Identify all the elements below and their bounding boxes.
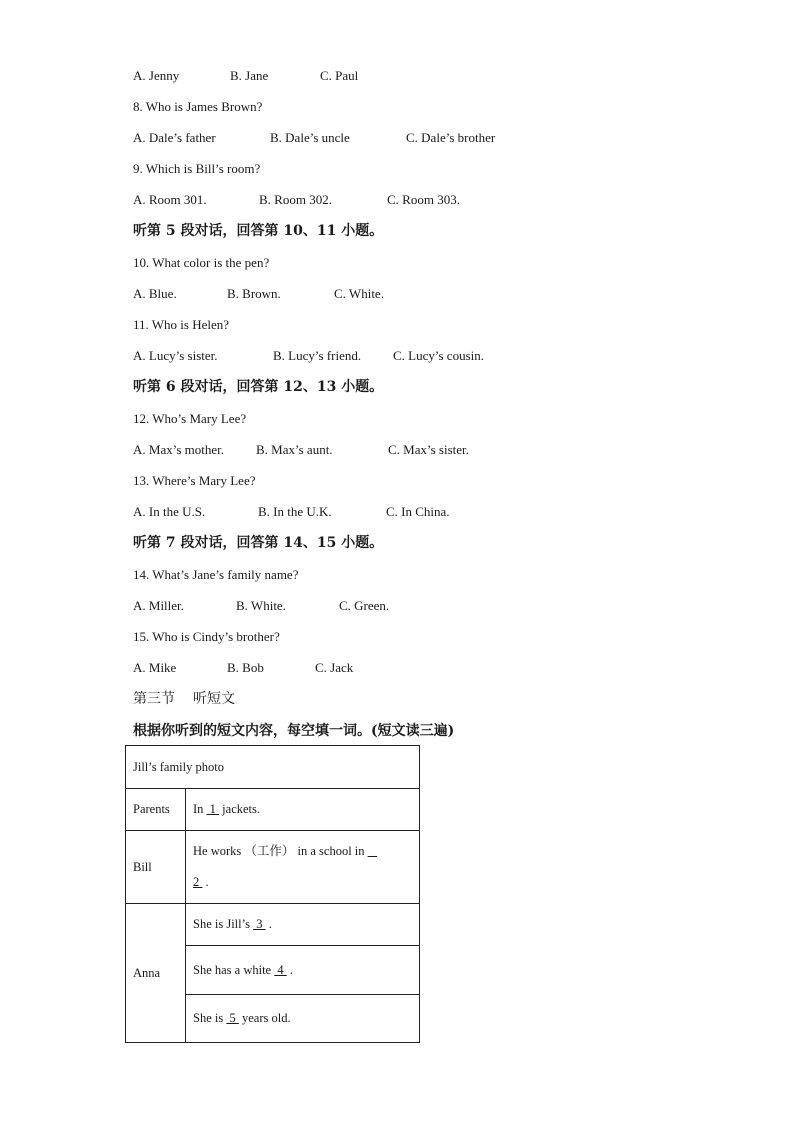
q9-question: 9. Which is Bill’s room?	[133, 161, 261, 176]
anna-cell-2	[186, 946, 420, 995]
parents-text-pre: In	[193, 802, 204, 816]
bill-row	[126, 831, 420, 904]
q10-option-b: B. Brown.	[227, 286, 281, 301]
q9-option-c: C. Room 303.	[387, 192, 460, 207]
table-title: Jill’s family photo	[126, 746, 420, 789]
q12-option-b: B. Max’s aunt.	[256, 442, 333, 457]
anna-label: Anna	[126, 904, 186, 1043]
blank-1[interactable]: 1	[206, 802, 220, 816]
q8-question: 8. Who is James Brown?	[133, 99, 263, 114]
blank-5[interactable]: 5	[226, 1011, 239, 1025]
q15-option-c: C. Jack	[315, 660, 354, 675]
anna-r2-pre: She has a white	[193, 962, 272, 977]
section-3-label: 第三节	[133, 691, 175, 707]
q15-option-b: B. Bob	[227, 660, 264, 675]
q10-option-c: C. White.	[334, 286, 384, 301]
q14-option-c: C. Green.	[339, 598, 390, 613]
blank-4[interactable]: 4	[274, 962, 287, 977]
heading-part-5: 听第 5 段对话，回答第 10、11 小题。	[133, 223, 384, 239]
bill-label: Bill	[126, 831, 186, 904]
anna-r3-post: years old.	[241, 1011, 291, 1025]
heading-part-6: 听第 6 段对话，回答第 12、13 小题。	[133, 379, 384, 395]
q12-option-a: A. Max’s mother.	[133, 442, 224, 457]
q13-option-a: A. In the U.S.	[133, 504, 206, 519]
blank-3[interactable]: 3	[253, 917, 266, 931]
q10-option-a: A. Blue.	[133, 286, 177, 301]
q8-option-a: A. Dale’s father	[133, 130, 216, 145]
anna-r1-post: .	[268, 917, 272, 931]
anna-r3-pre: She is	[193, 1011, 224, 1025]
parents-label: Parents	[126, 789, 186, 831]
bill-text-pre: He works （工作） in a school in	[193, 844, 365, 858]
q15-question: 15. Who is Cindy’s brother?	[133, 629, 280, 644]
q11-option-b: B. Lucy’s friend.	[273, 348, 362, 363]
anna-row-1	[126, 904, 420, 946]
blank-2-part-1[interactable]: _	[367, 844, 378, 858]
blank-2[interactable]: 2	[193, 875, 203, 889]
q7-option-a: A. Jenny	[133, 68, 180, 83]
anna-cell-1	[186, 904, 420, 946]
bill-text-post: .	[205, 875, 209, 889]
q8-option-b: B. Dale’s uncle	[270, 130, 350, 145]
q7-option-c: C. Paul	[320, 68, 359, 83]
q14-question: 14. What’s Jane’s family name?	[133, 567, 299, 582]
family-photo-table	[125, 745, 420, 1043]
section-3-name: 听短文	[193, 691, 235, 707]
q15-option-a: A. Mike	[133, 660, 177, 675]
q9-option-b: B. Room 302.	[259, 192, 332, 207]
parents-text-post: jackets.	[222, 802, 261, 816]
q13-option-b: B. In the U.K.	[258, 504, 332, 519]
q13-option-c: C. In China.	[386, 504, 450, 519]
q13-question: 13. Where’s Mary Lee?	[133, 473, 256, 488]
q11-question: 11. Who is Helen?	[133, 317, 230, 332]
section-3-title	[133, 691, 235, 707]
q9-option-a: A. Room 301.	[133, 192, 207, 207]
q12-option-c: C. Max’s sister.	[388, 442, 469, 457]
q12-question: 12. Who’s Mary Lee?	[133, 411, 247, 426]
anna-r2-post: .	[289, 962, 293, 977]
anna-cell-3	[186, 995, 420, 1043]
bill-cell	[186, 831, 420, 904]
q14-option-a: A. Miller.	[133, 598, 184, 613]
table-title-row	[126, 746, 420, 789]
q14-option-b: B. White.	[236, 598, 286, 613]
q10-question: 10. What color is the pen?	[133, 255, 270, 270]
q11-option-a: A. Lucy’s sister.	[133, 348, 218, 363]
q7-option-b: B. Jane	[230, 68, 269, 83]
q8-option-c: C. Dale’s brother	[406, 130, 496, 145]
heading-part-7: 听第 7 段对话，回答第 14、15 小题。	[133, 535, 384, 551]
parents-cell	[186, 789, 420, 831]
anna-r1-pre: She is Jill’s	[193, 917, 250, 931]
instruction: 根据你听到的短文内容，每空填一词。(短文读三遍)	[133, 723, 455, 739]
parents-row	[126, 789, 420, 831]
q11-option-c: C. Lucy’s cousin.	[393, 348, 484, 363]
